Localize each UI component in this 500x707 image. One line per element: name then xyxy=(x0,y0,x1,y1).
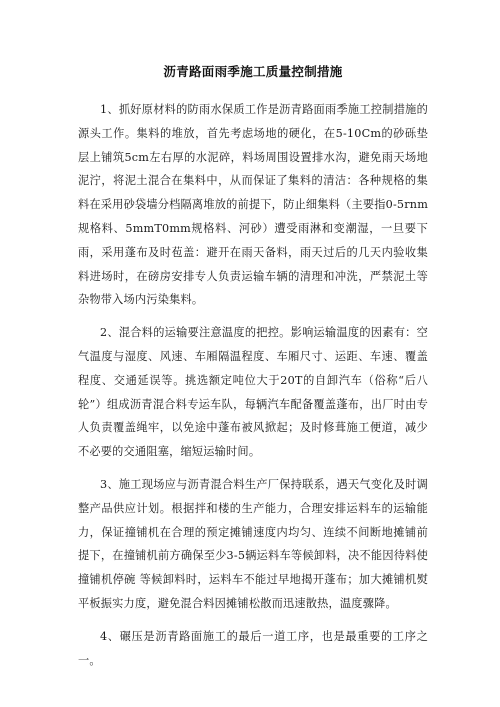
paragraph-raw-materials: 1、抓好原材料的防雨水保质工作是沥青路面雨季施工控制措施的源头工作。集料的堆放，首先考虑场地的硬化，在5-10Cm的砂砾垫层上铺筑5cm左右厚的水泥碎，料场周围设置排水沟，避免雨天场地泥泞，将泥土混合在集料中，从而保证了集料的清洁：各种规格的集料在采用砂袋墙分档隔离堆放的前提下，防止细集料（主要指0-5rnm规格料、5mmT0mm规格料、河砂）遭受雨淋和变潮湿，一旦要下雨，采用蓬布及时苞盖：避开在雨天备料，雨天过后的几天内验收集料进场时，在磅房安排专人负责运输车辆的清理和冲洗，严禁泥土等杂物带入场内污染集料。 xyxy=(78,103,428,307)
paragraph-site-coordination: 3、施工现场应与沥青混合料生产厂保持联系，遇天气变化及时调整产品供应计划。根据拌和楼的生产能力，合理安排运料车的运输能力，保证撞铺机在合理的预定摊铺速度内均匀、连续不间断地摊铺前提下，在撞铺机前方确保至少3-5辆运料车等候卸料，决不能因待料使撞铺机停碗 等候卸料时，运料车不能过早地揭开蓬布；加大摊铺机熨平板振实力度，避免混合料因摊铺松散而迅速散热，温度骤降。 xyxy=(78,477,428,610)
paragraph-compaction: 4、碾压是沥青路面施工的最后一道工序，也是最重要的工序之一。 xyxy=(78,629,428,667)
paragraph-transport-temperature: 2、混合料的运输要注意温度的把控。影响运输温度的因素有：空气温度与湿度、风速、车厢隔温程度、车厢尺寸、运距、车速、覆盖程度、交通延误等。挑选额定吨位大于20T的自卸汽车（俗称“后八轮”）组成沥青混合料专运车队，每辆汽车配备覆盖蓬布，出厂时由专人负责覆盖绳牢，以免途中蓬布被风掀起；及时修葺施工便道，减少不必要的交通阻塞，缩短运输时间。 xyxy=(78,326,428,459)
document-page xyxy=(78,62,428,681)
document-title: 沥青路面雨季施工质量控制措施 xyxy=(163,64,343,79)
